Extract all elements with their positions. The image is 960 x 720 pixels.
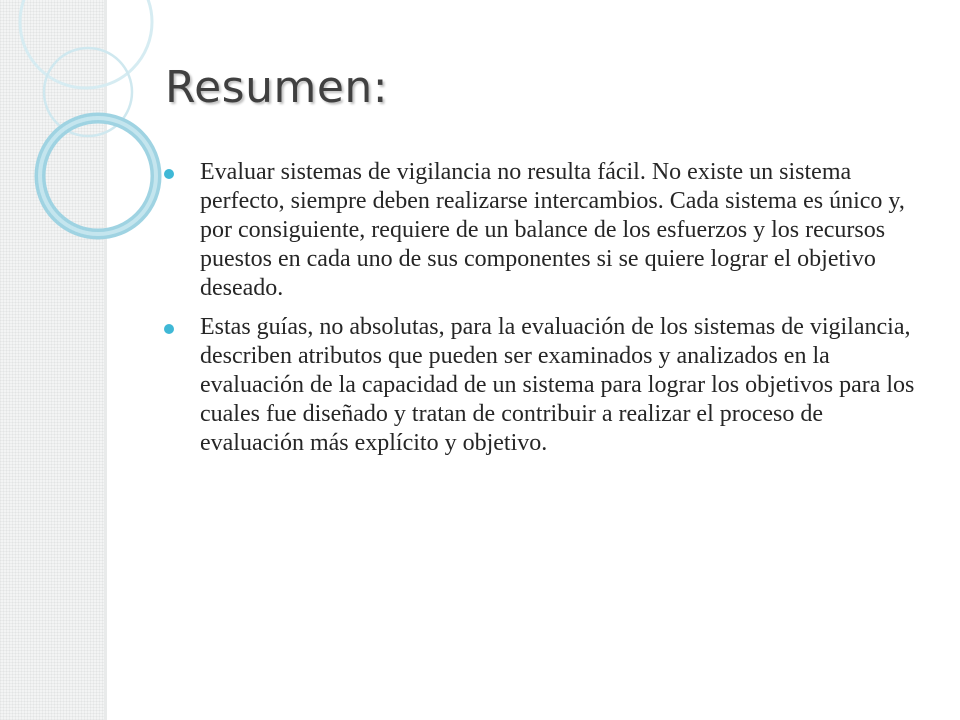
- slide-content: [162, 158, 922, 468]
- bullet-item-2: [162, 313, 922, 458]
- bullet-list: [162, 158, 922, 458]
- bullet-item-1: [162, 158, 922, 303]
- bullet-dot-icon: [164, 324, 174, 334]
- bullet-text-2: Estas guías, no absolutas, para la evaluación de los sistemas de vigilancia, describen atributos que pueden ser examinados y analizados en la evaluación de la capacidad de un sistema para lograr los objetivos para los cuales fue diseñado y tratan de contribuir a realizar el proceso de evaluación más explícito y objetivo.: [200, 314, 915, 456]
- decor-circle-large: [20, 0, 152, 88]
- slide-title: Resumen:: [165, 62, 389, 113]
- decorative-circles-icon: [0, 0, 180, 240]
- bullet-dot-icon: [164, 169, 174, 179]
- bullet-text-1: Evaluar sistemas de vigilancia no resulta fácil. No existe un sistema perfecto, siempre deben realizarse intercambios. Cada sistema es único y, por consiguiente, requiere de un balance de los esfuerzos y los recursos puestos en cada uno de sus componentes si se quiere lograr el objetivo deseado.: [200, 159, 905, 301]
